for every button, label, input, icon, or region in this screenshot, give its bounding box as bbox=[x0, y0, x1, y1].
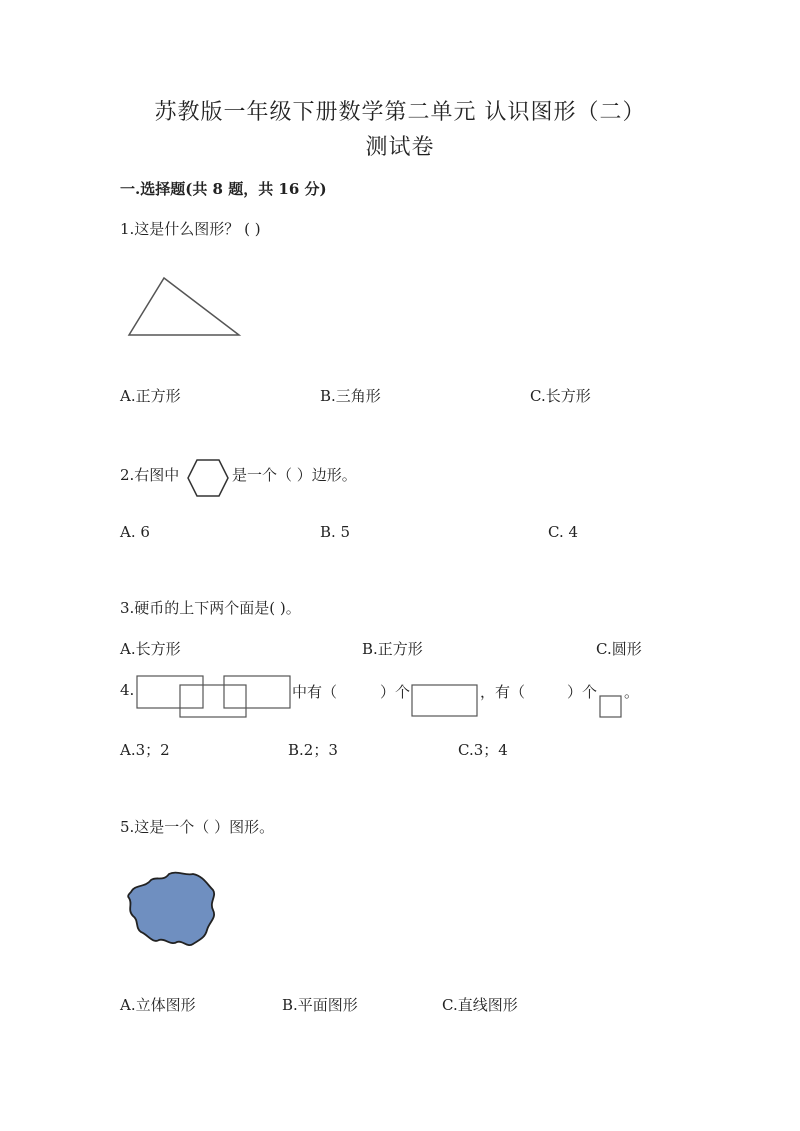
question-1-option-b[interactable]: B.三角形 bbox=[320, 387, 381, 405]
question-3-text: 3.硬币的上下两个面是( )。 bbox=[120, 599, 301, 617]
question-4-option-a[interactable]: A.3；2 bbox=[120, 741, 170, 759]
question-4-text-1: 中有（ bbox=[292, 683, 338, 701]
hexagon-figure bbox=[186, 457, 230, 499]
question-1-option-a[interactable]: A.正方形 bbox=[120, 387, 181, 405]
question-3-option-b[interactable]: B.正方形 bbox=[362, 640, 423, 658]
rectangle-figure bbox=[411, 684, 479, 718]
question-4-number: 4. bbox=[120, 681, 135, 699]
question-5-text: 5.这是一个（ ）图形。 bbox=[120, 818, 275, 836]
question-4-text-3: ，有（ bbox=[480, 683, 526, 701]
question-2-text-before: 2.右图中 bbox=[120, 466, 180, 484]
question-3-option-a[interactable]: A.长方形 bbox=[120, 640, 181, 658]
question-4-option-b[interactable]: B.2；3 bbox=[288, 741, 338, 759]
question-4-text-4: ）个 bbox=[567, 683, 598, 701]
square-figure bbox=[599, 695, 623, 719]
question-1-text: 1.这是什么图形？ ( ) bbox=[120, 220, 261, 238]
question-2-option-a[interactable]: A. 6 bbox=[120, 523, 150, 541]
question-5-option-b[interactable]: B.平面图形 bbox=[282, 996, 358, 1014]
blob-figure bbox=[125, 870, 220, 950]
section-heading: 一.选择题(共 8 题，共 16 分) bbox=[120, 180, 327, 198]
question-2-text-after: 是一个（ ）边形。 bbox=[232, 466, 357, 484]
question-4-text-end: 。 bbox=[624, 683, 640, 701]
question-5-option-c[interactable]: C.直线图形 bbox=[442, 996, 518, 1014]
question-2-option-c[interactable]: C. 4 bbox=[548, 523, 579, 541]
question-5-option-a[interactable]: A.立体图形 bbox=[120, 996, 196, 1014]
triangle-figure bbox=[126, 275, 246, 340]
question-3-option-c[interactable]: C.圆形 bbox=[596, 640, 642, 658]
question-4-text-2: ）个 bbox=[380, 683, 411, 701]
question-1-option-c[interactable]: C.长方形 bbox=[530, 387, 591, 405]
page-title: 苏教版一年级下册数学第二单元 认识图形（二） bbox=[154, 100, 646, 125]
question-4-option-c[interactable]: C.3；4 bbox=[458, 741, 508, 759]
page-subtitle: 测试卷 bbox=[365, 135, 435, 160]
overlapping-rectangles-figure bbox=[136, 675, 292, 719]
question-2-option-b[interactable]: B. 5 bbox=[320, 523, 351, 541]
